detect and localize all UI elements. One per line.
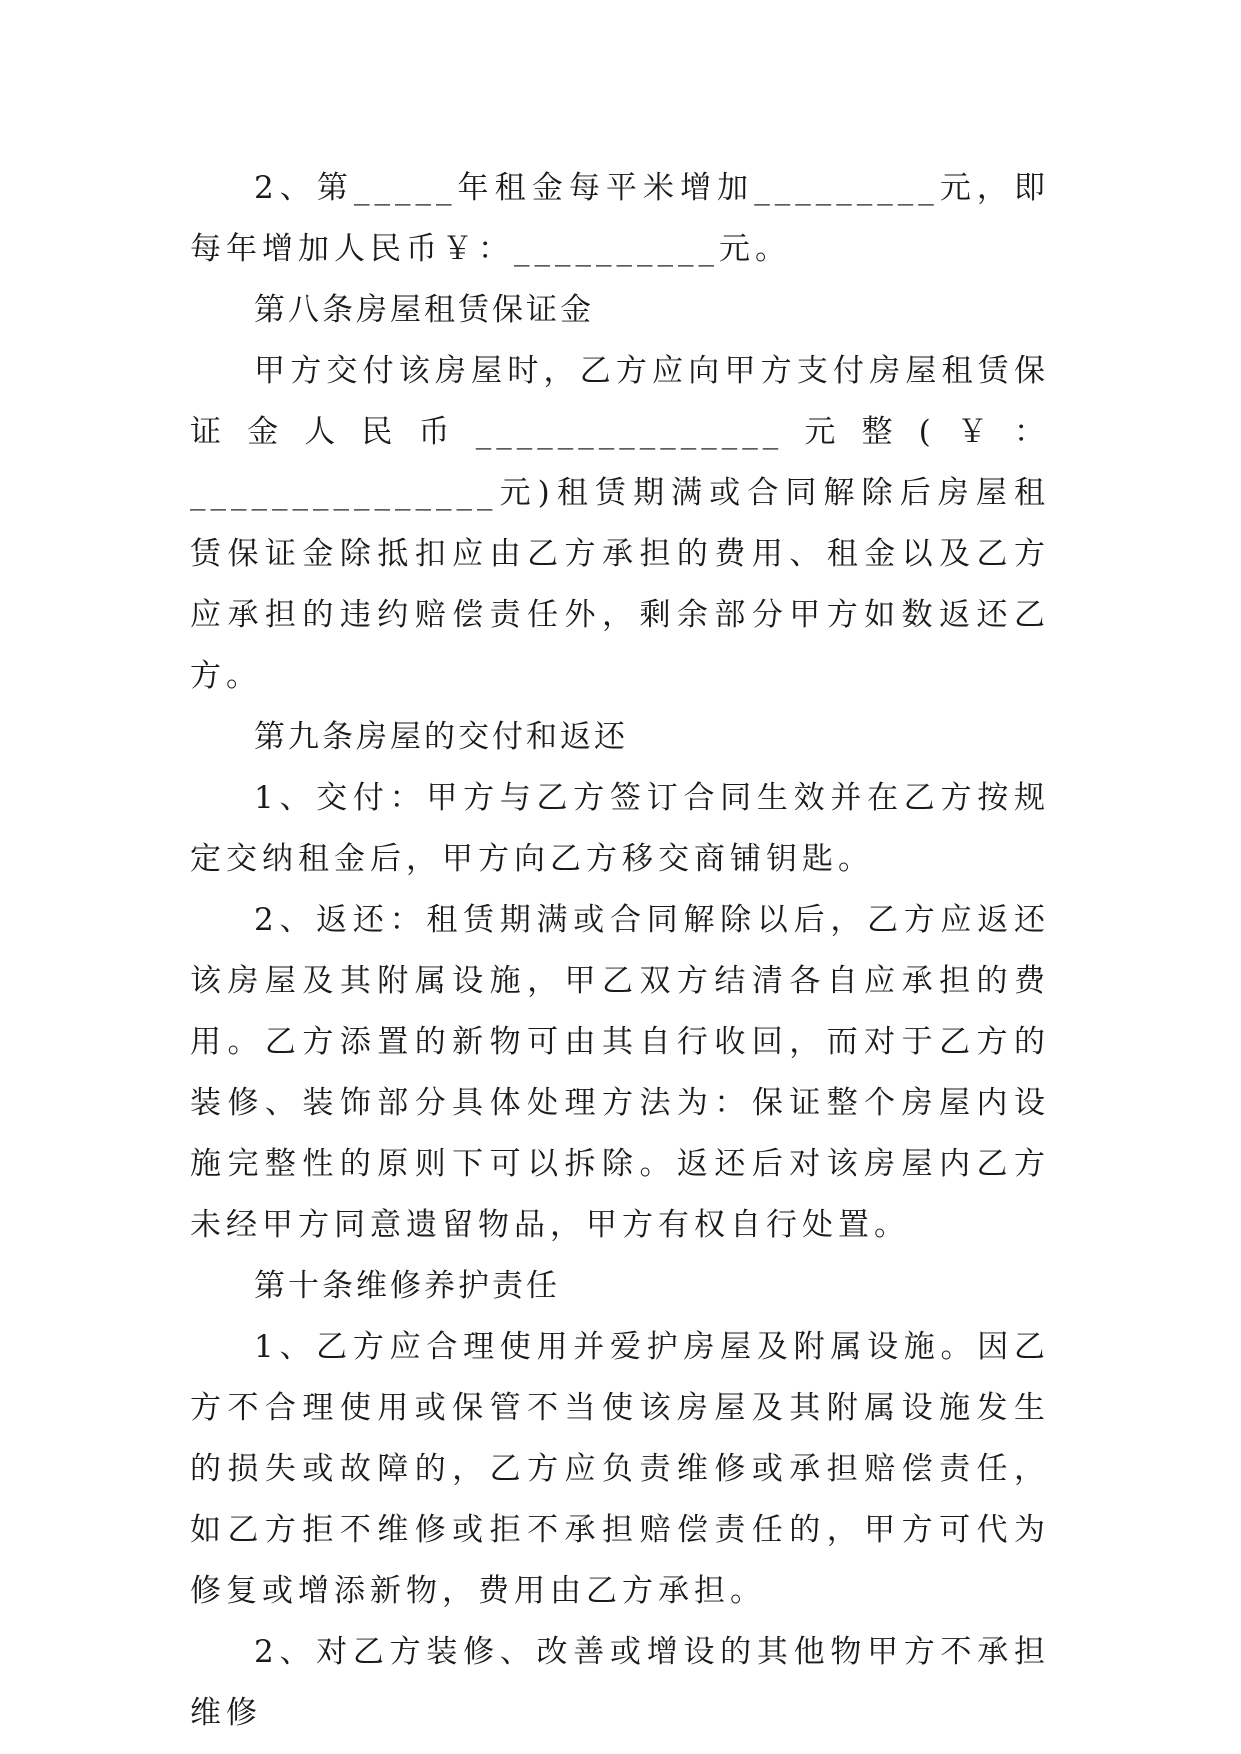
return-clause: 2、返还：租赁期满或合同解除以后，乙方应返还该房屋及其附属设施，甲乙双方结清各自应承担的费用。乙方添置的新物可由其自行收回，而对于乙方的装修、装饰部分具体处理方法为：保证整个房屋内设施完整性的原则下可以拆除。返还后对该房屋内乙方未经甲方同意遗留物品，甲方有权自行处置。: [190, 902, 1050, 1243]
maintenance-clause-1: 1、乙方应合理使用并爱护房屋及附属设施。因乙方不合理使用或保管不当使该房屋及其附属设施发生的损失或故障的，乙方应负责维修或承担赔偿责任，如乙方拒不维修或拒不承担赔偿责任的，甲方可代为修复或增添新物，费用由乙方承担。: [190, 1329, 1050, 1609]
section-heading-maintenance: 第十条维修养护责任: [254, 1268, 560, 1304]
delivery-clause: 1、交付：甲方与乙方签订合同生效并在乙方按规定交纳租金后，甲方向乙方移交商铺钥匙。: [190, 780, 1050, 877]
section-heading-deposit: 第八条房屋租赁保证金: [254, 292, 594, 328]
deposit-clause: 甲方交付该房屋时，乙方应向甲方支付房屋租赁保证金人民币_______________元整(￥：_______________元)租赁期满或合同解除后房屋租赁保证金除抵扣应由乙方承担的费用、租金以及乙方应承担的违约赔偿责任外，剩余部分甲方如数返还乙方。: [190, 353, 1050, 694]
document-page: [190, 158, 1050, 1744]
rent-increase-clause: 2、第_____年租金每平米增加_________元，即每年增加人民币￥：__________元。: [190, 170, 1050, 267]
section-heading-delivery-return: 第九条房屋的交付和返还: [254, 719, 628, 755]
maintenance-clause-2: 2、对乙方装修、改善或增设的其他物甲方不承担维修: [190, 1634, 1050, 1731]
